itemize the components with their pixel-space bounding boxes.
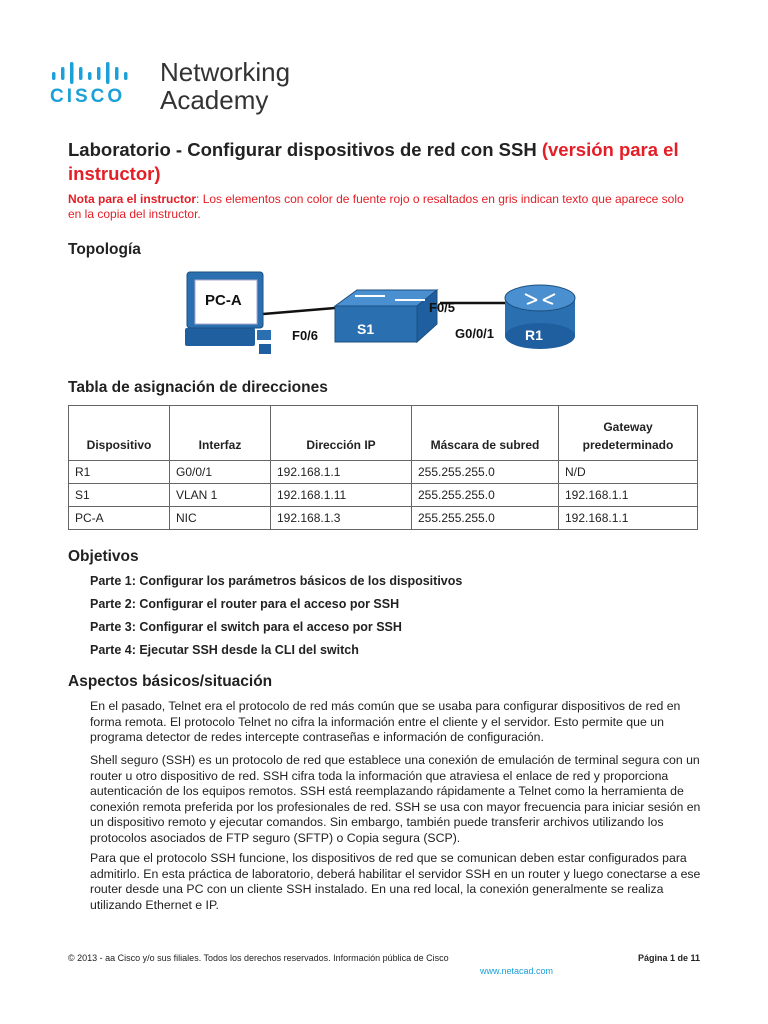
objective-item: Parte 2: Configurar el router para el acceso por SSH bbox=[90, 597, 400, 611]
col-header-interface: Interfaz bbox=[170, 406, 271, 461]
cell-device: S1 bbox=[69, 484, 170, 507]
background-paragraph: Shell seguro (SSH) es un protocolo de red que establece una conexión de emulación de terminal segura con un router u otro dispositivo de red. SSH cifra toda la información que atraviesa el enlace de red y proporciona autenticación de los equipos remotos. SSH está reemplazando rápidamente a Telnet como la herramienta de conexión remota preferida por los profesionales de red. SSH se usa con mayor frecuencia para iniciar sesión en un dispositivo remoto y ejecutar comandos. Sin embargo, también puede transferir archivos utilizando los protocolos asociados de FTP seguro (SFTP) o Copia segura (SCP). bbox=[90, 753, 701, 845]
cell-device: PC-A bbox=[69, 507, 170, 530]
cell-ip: 192.168.1.3 bbox=[271, 507, 412, 530]
cell-mask: 255.255.255.0 bbox=[412, 507, 559, 530]
cisco-bars-icon bbox=[52, 62, 148, 84]
cell-interface: G0/0/1 bbox=[170, 461, 271, 484]
footer-page-number: Página 1 de 11 bbox=[637, 953, 700, 963]
logo-academy-text: Academy bbox=[160, 85, 269, 115]
background-paragraph: En el pasado, Telnet era el protocolo de red más común que se usaba para configurar dispositivos de red en forma remota. El protocolo Telnet no cifra la información entre el cliente y el servidor. Esto permite que un programa detector de redes intercepte contraseñas e información de configuración. bbox=[90, 699, 681, 745]
instructor-note-text: : Los elementos con color de fuente rojo o resaltados en gris indican texto que aparece solo en la copia del instructor. bbox=[68, 192, 684, 221]
pc-port-label: F0/6 bbox=[292, 328, 319, 343]
table-row bbox=[69, 507, 698, 530]
objective-item: Parte 1: Configurar los parámetros básicos de los dispositivos bbox=[90, 574, 463, 588]
cell-gateway: N/D bbox=[559, 461, 698, 484]
cisco-wordmark: CISCO bbox=[50, 86, 126, 107]
objectives-heading: Objetivos bbox=[68, 548, 139, 565]
footer-url-link[interactable]: www.netacad.com bbox=[480, 966, 554, 976]
instructor-note bbox=[68, 192, 698, 222]
addressing-table bbox=[68, 405, 698, 530]
router-port-label: G0/0/1 bbox=[455, 326, 495, 341]
title-main: Laboratorio - Configurar dispositivos de red con SSH bbox=[68, 139, 537, 160]
objective-item: Parte 4: Ejecutar SSH desde la CLI del switch bbox=[90, 643, 359, 657]
cisco-networking-academy-logo bbox=[50, 58, 310, 118]
page-title bbox=[68, 138, 698, 186]
pc-icon bbox=[185, 272, 271, 354]
logo-networking-text: Networking bbox=[160, 57, 291, 87]
topology-diagram bbox=[185, 268, 605, 363]
cell-gateway: 192.168.1.1 bbox=[559, 507, 698, 530]
pc-label: PC-A bbox=[205, 292, 242, 309]
cell-interface: NIC bbox=[170, 507, 271, 530]
cell-mask: 255.255.255.0 bbox=[412, 461, 559, 484]
table-row bbox=[69, 461, 698, 484]
switch-icon bbox=[335, 290, 437, 342]
cell-ip: 192.168.1.1 bbox=[271, 461, 412, 484]
title-instructor-version: (versión para el instructor) bbox=[68, 139, 679, 184]
addressing-table-heading: Tabla de asignación de direcciones bbox=[68, 379, 328, 396]
col-header-ip: Dirección IP bbox=[271, 406, 412, 461]
objective-item: Parte 3: Configurar el switch para el acceso por SSH bbox=[90, 620, 402, 634]
table-row bbox=[69, 484, 698, 507]
col-header-gateway: Gateway predeterminado bbox=[559, 406, 698, 461]
cell-mask: 255.255.255.0 bbox=[412, 484, 559, 507]
instructor-note-label: Nota para el instructor bbox=[68, 192, 197, 206]
footer-copyright: © 2013 - aa Cisco y/o sus filiales. Todos los derechos reservados. Información pública de Cisco bbox=[68, 953, 449, 963]
switch-port-label: F0/5 bbox=[429, 300, 456, 315]
background-paragraph: Para que el protocolo SSH funcione, los dispositivos de red que se comunican deben estar configurados para admitirlo. En esta práctica de laboratorio, deberá habilitar el servidor SSH en un router y luego conectarse a ese router desde una PC con un cliente SSH instalado. En una red local, la conexión generalmente se realiza utilizando Ethernet e IP. bbox=[90, 851, 701, 912]
objectives-list bbox=[90, 574, 462, 666]
col-header-mask: Máscara de subred bbox=[412, 406, 559, 461]
topology-heading: Topología bbox=[68, 241, 141, 258]
router-label: R1 bbox=[525, 327, 543, 343]
cell-ip: 192.168.1.11 bbox=[271, 484, 412, 507]
link-pc-switch bbox=[263, 308, 335, 314]
background-heading: Aspectos básicos/situación bbox=[68, 673, 273, 690]
cell-gateway: 192.168.1.1 bbox=[559, 484, 698, 507]
col-header-device: Dispositivo bbox=[69, 406, 170, 461]
cell-interface: VLAN 1 bbox=[170, 484, 271, 507]
cell-device: R1 bbox=[69, 461, 170, 484]
switch-label: S1 bbox=[357, 321, 375, 337]
